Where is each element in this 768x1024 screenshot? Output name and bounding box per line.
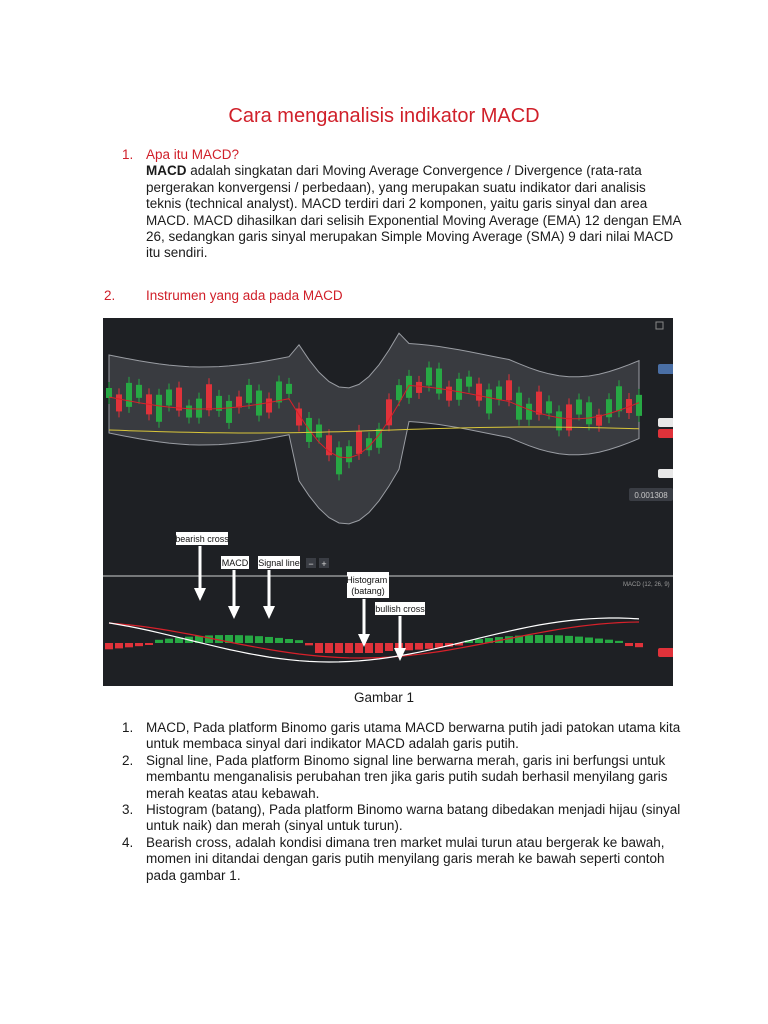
- histogram-bar: [375, 643, 383, 653]
- candle-body: [466, 377, 472, 387]
- candle-body: [136, 385, 142, 398]
- histogram-bar: [275, 638, 283, 643]
- histogram-bar: [335, 643, 343, 653]
- histogram-bar: [625, 643, 633, 646]
- histogram-bar: [105, 643, 113, 649]
- histogram-bar: [125, 643, 133, 647]
- histogram-label-line-2: (batang): [351, 586, 385, 596]
- macd-annotation-label: MACD: [221, 558, 249, 568]
- histogram-bar: [305, 643, 313, 645]
- macd-bold-term: MACD: [146, 163, 187, 179]
- section-instruments: [104, 288, 664, 304]
- bearish-cross-label: bearish cross: [175, 534, 229, 544]
- candle-body: [106, 388, 112, 398]
- histogram-bar: [135, 643, 143, 646]
- candle-body: [246, 385, 252, 403]
- list-item-number: 1.: [122, 720, 134, 735]
- candle-body: [276, 381, 282, 402]
- candle-body: [236, 397, 242, 408]
- candle-body: [356, 431, 362, 454]
- macd-indicator-label: MACD (12, 26, 9): [623, 582, 670, 588]
- candle-body: [176, 388, 182, 411]
- candle-body: [286, 384, 292, 394]
- candle-body: [396, 385, 402, 400]
- section-what-is-macd: [122, 147, 682, 262]
- histogram-label: [346, 575, 390, 596]
- histogram-bar: [315, 643, 323, 653]
- list-item-text: Signal line, Pada platform Binomo signal line berwarna merah, garis ini berfungsi untuk membantu menganalisis perubahan tren jika garis putih sudah berhasil menyilang garis merah keatas atau kebawah.: [146, 752, 668, 801]
- list-item-text: Bearish cross, adalah kondisi dimana tren market mulai turun atau bergerak ke bawah, momen ini ditandai dengan garis putih menyilang garis merah ke bawah seperti contoh pada gambar 1.: [146, 834, 665, 883]
- price-tag-red: [658, 429, 673, 438]
- histogram-bar: [525, 635, 533, 643]
- candle-body: [336, 447, 342, 474]
- candle-body: [386, 399, 392, 425]
- candle-body: [196, 399, 202, 418]
- price-tag-white: [658, 418, 673, 427]
- histogram-bar: [575, 637, 583, 643]
- histogram-bar: [405, 643, 413, 650]
- candle-body: [316, 425, 322, 438]
- candle-body: [266, 399, 272, 413]
- candle-body: [616, 386, 622, 411]
- plus-glyph: +: [321, 559, 327, 569]
- candle-body: [526, 404, 532, 420]
- histogram-bar: [355, 643, 363, 653]
- section-2-heading: Instrumen yang ada pada MACD: [146, 288, 343, 303]
- candle-body: [496, 387, 502, 400]
- histogram-bar: [425, 643, 433, 649]
- minus-glyph: −: [308, 559, 314, 569]
- candle-body: [126, 383, 132, 407]
- histogram-bar: [255, 636, 263, 643]
- candle-body: [406, 376, 412, 398]
- candle-body: [446, 387, 452, 401]
- list-item: [122, 753, 682, 802]
- histogram-bar: [605, 640, 613, 643]
- histogram-bar: [265, 637, 273, 643]
- candle-body: [256, 391, 262, 416]
- histogram-bar: [145, 643, 153, 645]
- candle-body: [536, 392, 542, 415]
- histogram-bar: [235, 635, 243, 643]
- macd-chart-figure: [103, 318, 673, 686]
- histogram-bar: [115, 643, 123, 648]
- candle-body: [206, 384, 212, 410]
- figure-caption: Gambar 1: [353, 690, 415, 705]
- document-title: Cara menganalisis indikator MACD: [228, 105, 540, 127]
- list-item-number: 2.: [122, 752, 134, 768]
- candle-body: [586, 402, 592, 424]
- candle-body: [346, 446, 352, 462]
- histogram-bar: [635, 643, 643, 647]
- candle-body: [636, 395, 642, 416]
- candle-body: [226, 401, 232, 423]
- histogram-bar: [205, 635, 213, 643]
- histogram-bar: [545, 635, 553, 643]
- explanation-list: [122, 720, 682, 884]
- candle-body: [436, 369, 442, 394]
- section-1-paragraph: adalah singkatan dari Moving Average Convergence / Divergence (rata-rata pergerakan konvergensi / perbedaan), yang merupakan suatu indikator dari analisis teknis (technical analyst). MACD terdiri dari 2 komponen, yaitu garis sinyal dan area MACD. MACD dihasilkan dari selisih Exponential Moving Average (EMA) 12 dengan EMA 26, sedangkan garis sinyal merupakan Simple Moving Average (SMA) 9 dari nilai MACD itu sendiri.: [146, 163, 681, 261]
- section-1-body: [122, 163, 682, 261]
- candle-body: [486, 389, 492, 413]
- list-item-text: MACD, Pada platform Binomo garis utama MACD berwarna putih jadi patokan utama kita untuk membaca sinyal dari indikator MACD adalah garis putih.: [146, 720, 681, 752]
- histogram-label-line-1: Histogram: [346, 575, 388, 585]
- macd-value-tag: [658, 648, 673, 657]
- candle-body: [116, 394, 122, 411]
- candle-body: [416, 382, 422, 393]
- histogram-bar: [325, 643, 333, 653]
- candle-body: [456, 379, 462, 400]
- histogram-bar: [565, 636, 573, 643]
- section-1-heading-row: [122, 147, 682, 163]
- histogram-bar: [285, 639, 293, 643]
- histogram-bar: [615, 641, 623, 643]
- signal-line-label: Signal line: [258, 558, 300, 568]
- histogram-bar: [415, 643, 423, 650]
- histogram-bar: [295, 640, 303, 643]
- section-1-heading: Apa itu MACD?: [146, 147, 240, 162]
- section-1-number: 1.: [122, 147, 134, 162]
- candle-body: [166, 389, 172, 405]
- histogram-bar: [345, 643, 353, 653]
- candle-body: [186, 406, 192, 418]
- histogram-bar: [165, 639, 173, 643]
- price-tag-blue: [658, 364, 673, 374]
- candle-body: [156, 395, 162, 422]
- price-tag-white-low: [658, 469, 673, 478]
- histogram-bar: [535, 635, 543, 643]
- list-item: [122, 720, 682, 753]
- list-item-text: Histogram (batang), Pada platform Binomo warna batang dibedakan menjadi hijau (sinyal untuk naik) dan merah (sinyal untuk turun).: [146, 802, 681, 834]
- list-item: [122, 835, 682, 884]
- candle-body: [566, 404, 572, 430]
- section-2-number: 2.: [104, 288, 116, 303]
- histogram-bar: [595, 639, 603, 643]
- candle-body: [426, 368, 432, 386]
- candle-body: [506, 380, 512, 400]
- list-item-number: 4.: [122, 834, 134, 850]
- histogram-bar: [555, 635, 563, 643]
- list-item: [122, 802, 682, 835]
- histogram-bar: [585, 637, 593, 643]
- list-item-number: 3.: [122, 802, 134, 818]
- current-price-label: 0.001308: [634, 491, 668, 500]
- histogram-bar: [245, 636, 253, 643]
- candle-body: [476, 384, 482, 401]
- histogram-bar: [385, 643, 393, 651]
- histogram-bar: [365, 643, 373, 653]
- candle-body: [546, 401, 552, 413]
- histogram-bar: [155, 640, 163, 643]
- histogram-bar: [475, 639, 483, 643]
- candle-body: [576, 400, 582, 415]
- bullish-cross-label: bullish cross: [375, 604, 425, 614]
